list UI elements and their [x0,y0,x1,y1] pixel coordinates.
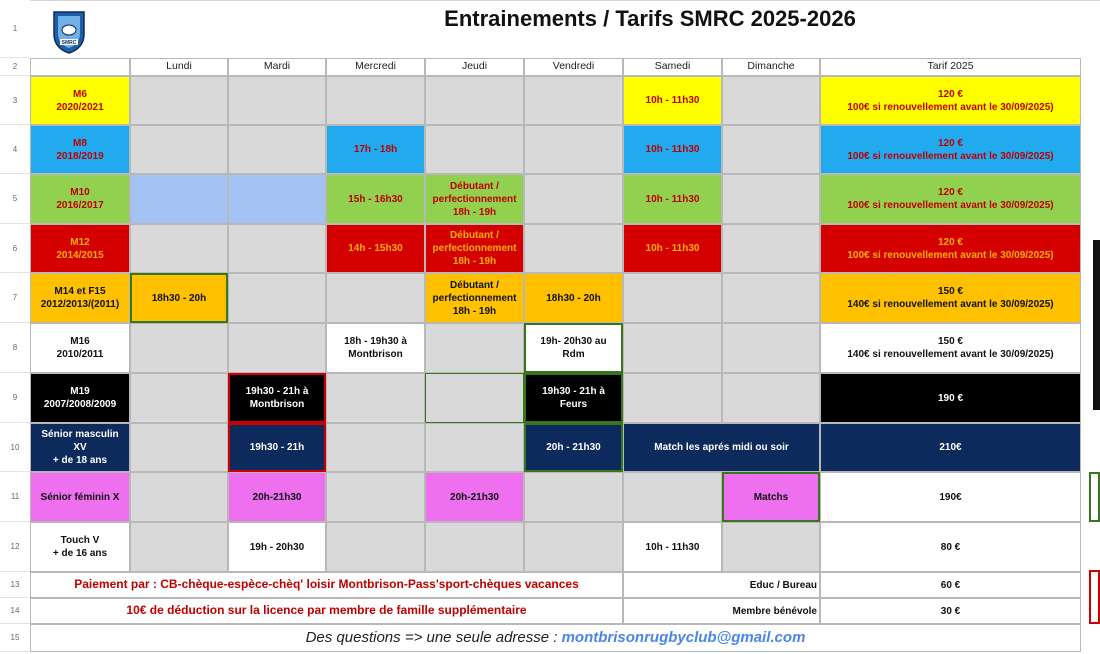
schedule-cell: Débutant / perfectionnement 18h - 19h [425,174,524,224]
schedule-cell: 20h-21h30 [228,472,326,522]
empty-cell [722,76,820,125]
schedule-cell: 19h30 - 21h à Montbrison [228,373,326,423]
empty-cell [130,76,228,125]
tarif-cell: 150 € 140€ si renouvellement avant le 30/09/2025) [820,273,1081,323]
row-number: 14 [0,598,30,624]
tarif-cell: 190 € [820,373,1081,423]
educ-price: 60 € [820,572,1081,598]
tarif-cell: 120 € 100€ si renouvellement avant le 30/09/2025) [820,125,1081,174]
day-header: Lundi [130,58,228,76]
schedule-cell: 19h30 - 21h à Feurs [524,373,623,423]
row-number: 5 [0,174,30,224]
empty-cell [425,323,524,373]
empty-cell [326,522,425,572]
empty-cell [130,174,228,224]
schedule-cell: 18h - 19h30 à Montbrison [326,323,425,373]
category-cell: Sénior masculin XV + de 18 ans [30,423,130,472]
empty-cell [326,373,425,423]
empty-cell [524,472,623,522]
empty-cell [623,323,722,373]
questions-text: Des questions => une seule adresse : [305,629,562,647]
deduction-info: 10€ de déduction sur la licence par membre de famille supplémentaire [30,598,623,624]
empty-cell [722,224,820,273]
tarif-cell: 120 € 100€ si renouvellement avant le 30/09/2025) [820,174,1081,224]
schedule-cell: 10h - 11h30 [623,224,722,273]
schedule-cell: 17h - 18h [326,125,425,174]
row-number: 9 [0,373,30,423]
empty-cell [722,174,820,224]
schedule-cell: Débutant / perfectionnement 18h - 19h [425,224,524,273]
row-number: 13 [0,572,30,598]
schedule-cell: 14h - 15h30 [326,224,425,273]
schedule-cell: 18h30 - 20h [524,273,623,323]
empty-cell [228,224,326,273]
schedule-cell: Débutant / perfectionnement 18h - 19h [425,273,524,323]
schedule-cell: 19h30 - 21h [228,423,326,472]
schedule-cell: 10h - 11h30 [623,125,722,174]
empty-cell [130,423,228,472]
empty-cell [228,323,326,373]
tarif-cell: 150 € 140€ si renouvellement avant le 30/09/2025) [820,323,1081,373]
empty-cell [722,125,820,174]
empty-cell [425,125,524,174]
empty-cell [228,125,326,174]
day-header: Jeudi [425,58,524,76]
row-number: 3 [0,76,30,125]
row-number: 2 [0,58,30,76]
row-number: 6 [0,224,30,273]
row-number: 11 [0,472,30,522]
empty-cell [130,323,228,373]
schedule-cell: 19h- 20h30 au Rdm [524,323,623,373]
tarif-header: Tarif 2025 [820,58,1081,76]
empty-cell [425,423,524,472]
schedule-cell: 20h-21h30 [425,472,524,522]
questions-row [30,624,1081,652]
schedule-cell: 19h - 20h30 [228,522,326,572]
empty-cell [722,273,820,323]
row-number: 7 [0,273,30,323]
empty-cell [130,472,228,522]
schedule-cell: Matchs [722,472,820,522]
empty-cell [524,522,623,572]
category-cell: Touch V + de 16 ans [30,522,130,572]
empty-cell [623,273,722,323]
schedule-cell: 18h30 - 20h [130,273,228,323]
category-cell: M8 2018/2019 [30,125,130,174]
side-box-red [1089,570,1100,624]
row-number: 1 [0,0,30,58]
empty-cell [326,273,425,323]
row-number: 10 [0,423,30,472]
weekend-match-cell: Match les aprés midi ou soir [623,423,820,472]
tarif-cell: 120 € 100€ si renouvellement avant le 30/09/2025) [820,224,1081,273]
empty-cell [623,472,722,522]
benevole-label: Membre bénévole [623,598,820,624]
schedule-cell: 15h - 16h30 [326,174,425,224]
empty-cell [425,373,524,423]
educ-label: Educ / Bureau [623,572,820,598]
empty-cell [425,76,524,125]
empty-cell [326,472,425,522]
row-number: 8 [0,323,30,373]
row-number: 15 [0,624,30,652]
schedule-cell: 10h - 11h30 [623,76,722,125]
schedule-cell: 20h - 21h30 [524,423,623,472]
logo-text: SMRC [61,40,77,47]
logo [44,6,94,56]
schedule-cell: 10h - 11h30 [623,522,722,572]
empty-cell [524,224,623,273]
category-cell: M16 2010/2011 [30,323,130,373]
empty-cell [722,323,820,373]
side-strip-black [1093,240,1100,410]
benevole-price: 30 € [820,598,1081,624]
day-header: Samedi [623,58,722,76]
row-number: 12 [0,522,30,572]
day-header: Vendredi [524,58,623,76]
row-number: 4 [0,125,30,174]
empty-cell [228,174,326,224]
empty-cell [130,522,228,572]
tarif-cell: 80 € [820,522,1081,572]
header-blank [30,58,130,76]
payment-info: Paiement par : CB-chèque-espèce-chèq' loisir Montbrison-Pass'sport-chèques vacances [30,572,623,598]
empty-cell [326,76,425,125]
empty-cell [524,76,623,125]
tarif-cell: 120 € 100€ si renouvellement avant le 30/09/2025) [820,76,1081,125]
empty-cell [228,76,326,125]
day-header: Mardi [228,58,326,76]
empty-cell [130,224,228,273]
side-box-green [1089,472,1100,522]
empty-cell [326,423,425,472]
day-header: Dimanche [722,58,820,76]
day-header: Mercredi [326,58,425,76]
empty-cell [623,373,722,423]
empty-cell [524,174,623,224]
empty-cell [722,373,820,423]
page-title: Entrainements / Tarifs SMRC 2025-2026 [444,6,856,31]
tarif-cell: 210€ [820,423,1081,472]
category-cell: M10 2016/2017 [30,174,130,224]
empty-cell [228,273,326,323]
category-cell: Sénior féminin X [30,472,130,522]
category-cell: M19 2007/2008/2009 [30,373,130,423]
contact-email-link[interactable]: montbrisonrugbyclub@gmail.com [561,629,806,647]
schedule-cell: 10h - 11h30 [623,174,722,224]
category-cell: M6 2020/2021 [30,76,130,125]
empty-cell [130,373,228,423]
empty-cell [130,125,228,174]
empty-cell [722,522,820,572]
empty-cell [425,522,524,572]
tarif-cell: 190€ [820,472,1081,522]
category-cell: M14 et F15 2012/2013/(2011) [30,273,130,323]
empty-cell [524,125,623,174]
category-cell: M12 2014/2015 [30,224,130,273]
